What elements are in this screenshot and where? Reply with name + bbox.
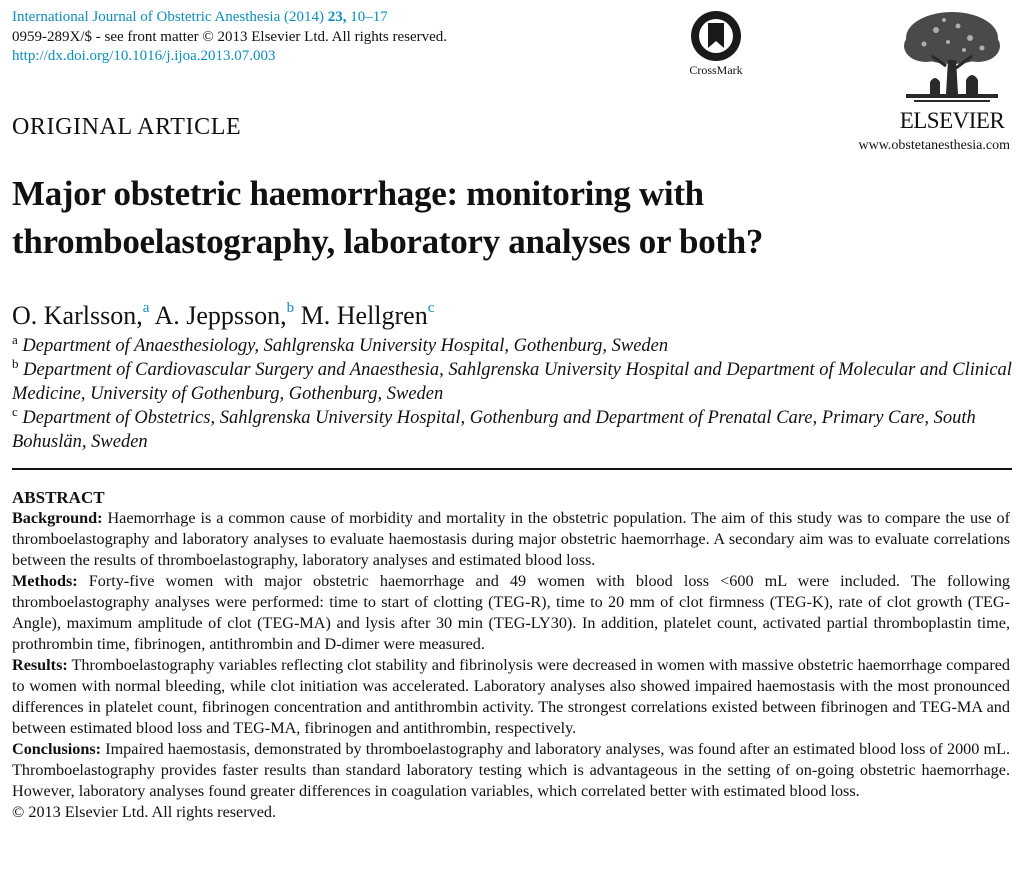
section-label: Conclusions:: [12, 740, 102, 758]
section-label: Methods:: [12, 572, 78, 590]
article-type: ORIGINAL ARTICLE: [12, 114, 242, 140]
crossmark-badge[interactable]: [683, 10, 749, 80]
journal-volume: 23,: [327, 9, 347, 25]
author-affiliation-marker[interactable]: a: [142, 300, 150, 316]
abstract-methods: Methods: Forty-five women with major obstetric haemorrhage and 49 women with blood loss <600 mL were included. The following thromboelastography analyses were performed: time to start of clotting (TEG-R), time to 20 mm of clot firmness (TEG-K), rate of clot growth (TEG-Angle), maximum amplitude of clot (TEG-MA) and lysis after 30 min (TEG-LY30). In addition, platelet count, activated partial thromboplastin time, prothrombin time, fibrinogen, antithrombin and D-dimer were measured.: [12, 572, 1011, 653]
journal-citation: [12, 7, 388, 27]
affiliation-item: $^a$ Department of Anaesthesiology, Sahlgrenska University Hospital, Gothenburg, Sweden: [12, 332, 669, 356]
abstract-heading: ABSTRACT: [12, 488, 105, 507]
abstract-copyright: © 2013 Elsevier Ltd. All rights reserved.: [12, 803, 277, 821]
author-affiliation-marker[interactable]: b: [286, 300, 295, 316]
publisher-name: ELSEVIER: [899, 108, 1005, 133]
doi-link[interactable]: http://dx.doi.org/10.1016/j.ijoa.2013.07.003: [12, 48, 276, 64]
issn-copyright-line: 0959-289X/$ - see front matter © 2013 Elsevier Ltd. All rights reserved.: [12, 29, 448, 45]
affiliation-item: $^b$ Department of Cardiovascular Surgery and Anaesthesia, Sahlgrenska University Hospital and Department of Molecular and Clinical Medicine, University of Gothenburg, Gothenburg, Sweden: [12, 356, 1012, 404]
article-title: Major obstetric haemorrhage: monitoring with thromboelastography, laboratory analyses or both?: [12, 174, 764, 261]
author-name: A. Jeppsson,: [154, 301, 287, 330]
author-name: M. Hellgren: [300, 301, 428, 330]
abstract-conclusions: Conclusions: Impaired haemostasis, demonstrated by thromboelastography and laboratory analyses, was found after an estimated blood loss of 2000 mL. Thromboelastography provides faster results than standard laboratory testing which is advantageous in the setting of on-going obstetric haemorrhage. However, laboratory analyses found greater differences in coagulation variables, which correlated better with estimated blood loss.: [12, 740, 1011, 800]
author-list: [12, 300, 434, 332]
elsevier-tree-icon: [896, 8, 1008, 108]
section-label: Background:: [12, 509, 103, 527]
abstract-background: Background: Haemorrhage is a common cause of morbidity and mortality in the obstetric population. The aim of this study was to compare the use of thromboelastography and laboratory analyses to evaluate haemostasis during major obstetric haemorrhage. A secondary aim was to evaluate correlations between the results of thromboelastography, laboratory analyses and estimated blood loss.: [12, 509, 1011, 569]
affiliation-item: $^c$ Department of Obstetrics, Sahlgrenska University Hospital, Gothenburg and Department of Prenatal Care, Primary Care, South Bohuslän, Sweden: [12, 404, 976, 452]
author-name: O. Karlsson,: [12, 301, 143, 330]
affiliations: [12, 334, 1012, 454]
crossmark-icon: [690, 10, 742, 62]
author-affiliation-marker[interactable]: c: [427, 300, 435, 316]
crossmark-label: CrossMark: [689, 63, 743, 77]
journal-name: International Journal of Obstetric Anesthesia (2014): [12, 9, 324, 25]
abstract: [12, 487, 1010, 823]
elsevier-tree-logo: [896, 8, 1008, 108]
section-label: Results:: [12, 656, 68, 674]
journal-pages: 10–17: [350, 9, 388, 25]
abstract-results: Results: Thromboelastography variables reflecting clot stability and fibrinolysis were decreased in women with massive obstetric haemorrhage compared to women with normal bleeding, while clot initiation was accelerated. Laboratory analyses also showed impaired haemostasis with the most pronounced differences in platelet count, fibrinogen concentration and antithrombin activity. The strongest correlations existed between fibrinogen and TEG-MA and between estimated blood loss and TEG-MA, fibrinogen and antithrombin, respectively.: [12, 656, 1010, 737]
section-divider: [12, 468, 1012, 470]
journal-url[interactable]: www.obstetanesthesia.com: [858, 138, 1010, 153]
